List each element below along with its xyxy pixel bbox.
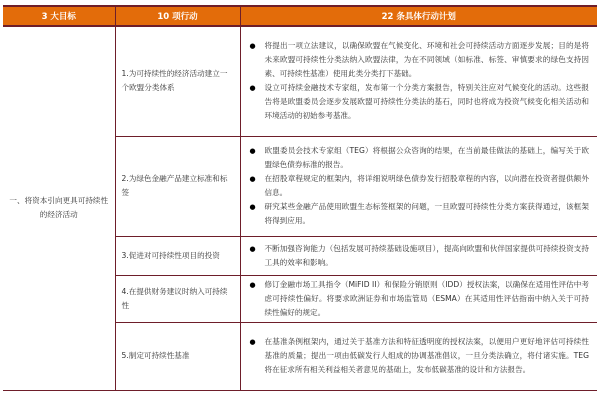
table-header-row [3, 6, 597, 26]
plans-cell [240, 236, 597, 275]
bullet-icon: ● [249, 147, 256, 155]
plan-text: 修订金融市场工具指令（MiFID II）和保险分销原则（IDD）授权法案，以确保在适用性评估中考虑可持续性偏好。将要求欧洲证券和市场监管局（ESMA）在其适用性评估指南中纳入关于可持续性偏好的规定。 [264, 279, 589, 317]
bullet-icon: ● [249, 84, 256, 93]
plan-item [241, 81, 590, 123]
table-row [3, 26, 597, 136]
plan-item [241, 144, 590, 172]
header-actions: 10 项行动 [115, 6, 240, 26]
header-plans: 22 条具体行动计划 [240, 6, 597, 26]
action-cell: 5.制定可持续性基准 [115, 322, 240, 390]
eu-action-plan-table [3, 5, 597, 391]
action-cell: 2.为绿色金融产品建立标准和标签 [115, 136, 240, 236]
plan-item [241, 172, 590, 200]
plan-item [241, 200, 590, 228]
action-cell: 4.在提供财务建议时纳入可持续性 [115, 275, 240, 322]
action-cell: 3.促进对可持续性项目的投资 [115, 236, 240, 275]
plan-item [241, 39, 590, 81]
bullet-icon: ● [249, 280, 256, 289]
bullet-icon: ● [249, 203, 256, 211]
bullet-icon: ● [249, 175, 256, 183]
plan-text: 在招股章程规定的框架内，将详细说明绿色债券发行招股章程的内容，以向潜在投资者提供额外信息。 [264, 174, 589, 197]
bullet-icon: ● [249, 244, 256, 253]
plan-text: 设立可持续金融技术专家组，发布第一个分类方案报告，特别关注应对气候变化的活动。这些报告将是欧盟委员会逐步发展欧盟可持续性分类法的基石，同时也将成为投资气候变化相关活动和环境活动的初始参考基准。 [264, 83, 589, 121]
plans-cell [240, 136, 597, 236]
plan-item [241, 278, 590, 320]
plan-item [241, 242, 590, 270]
plans-cell [240, 322, 597, 390]
plan-item [241, 335, 590, 377]
plans-cell [240, 26, 597, 136]
goal-cell: 一、将资本引向更具可持续性的经济活动 [3, 26, 115, 390]
plans-cell [240, 275, 597, 322]
plan-text: 将提出一项立法建议，以确保欧盟在气候变化、环境和社会可持续活动方面逐步发展；目的是将未来欧盟可持续性分类法纳入欧盟法律，为在不同领域（如标准、标签、审慎要求的绿色支持因素、可持续性基准）使用此类分类打下基础。 [264, 41, 589, 79]
plan-text: 在基准条例框架内，通过关于基准方法和特征透明度的授权法案，以便用户更好地评估可持续性基准的质量；提出一项由低碳发行人组成的协调基准倡议，一旦分类法确立，将付诸实施。TEG 将在征求所有相关利益相关者意见的基础上，发布低碳基准的设计和方法报告。 [264, 337, 589, 374]
plan-text: 不断加强咨询能力（包括发展可持续基础设施项目），提高向欧盟和伙伴国家提供可持续投资支持工具的效率和影响。 [264, 243, 589, 267]
header-goals: 3 大目标 [3, 6, 115, 26]
action-cell: 1.为可持续性的经济活动建立一个欧盟分类体系 [115, 26, 240, 136]
bullet-icon: ● [249, 338, 256, 346]
plan-text: 研究某些金融产品使用欧盟生态标签框架的问题，一旦欧盟可持续性分类方案获得通过，该框架将得到应用。 [264, 202, 589, 225]
bullet-icon: ● [249, 42, 256, 51]
plan-text: 欧盟委员会技术专家组（TEG）将根据公众咨询的结果，在当前最佳做法的基础上，编写关于欧盟绿色债券标准的报告。 [264, 146, 589, 169]
